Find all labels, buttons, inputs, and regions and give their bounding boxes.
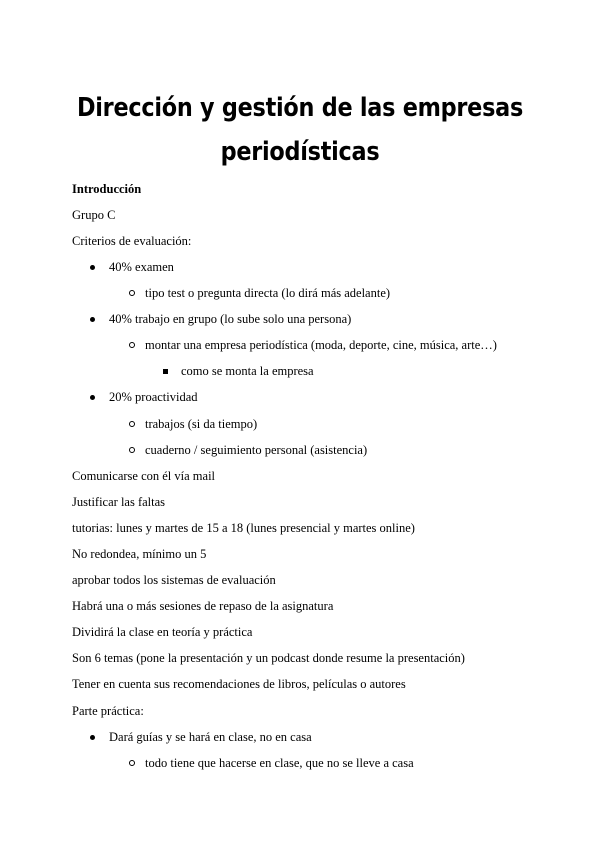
text-line-rounding: No redondea, mínimo un 5 <box>72 547 207 561</box>
list-item-in-class: todo tiene que hacerse en clase, que no se lleve a casa <box>145 756 414 770</box>
bullet-circle-icon <box>129 290 135 296</box>
list-item-exam: 40% examen <box>109 260 174 274</box>
text-line-recommendations: Tener en cuenta sus recomendaciones de libros, películas o autores <box>72 677 406 691</box>
bullet-disc-icon <box>90 735 95 740</box>
bullet-circle-icon <box>129 342 135 348</box>
page-title: Dirección y gestión de las empresas periodísticas <box>76 93 524 167</box>
list-item-test-type: tipo test o pregunta directa (lo dirá más adelante) <box>145 286 391 300</box>
intro-heading: Introducción <box>72 182 142 196</box>
text-line-absences: Justificar las faltas <box>72 495 166 509</box>
bullet-disc-icon <box>90 265 95 270</box>
bullet-circle-icon <box>129 447 135 453</box>
text-line-topics: Son 6 temas (pone la presentación y un podcast donde resume la presentación) <box>72 651 465 665</box>
text-line-contact: Comunicarse con él vía mail <box>72 469 216 483</box>
list-item-how-company: como se monta la empresa <box>181 364 314 378</box>
bullet-square-icon <box>163 369 168 374</box>
text-line-practical-part: Parte práctica: <box>72 704 144 718</box>
list-item-guides: Dará guías y se hará en clase, no en casa <box>109 730 312 744</box>
text-line-split-class: Dividirá la clase en teoría y práctica <box>72 625 253 639</box>
text-line-review-sessions: Habrá una o más sesiones de repaso de la asignatura <box>72 599 334 613</box>
text-line-pass-all: aprobar todos los sistemas de evaluación <box>72 573 276 587</box>
list-item-assignments: trabajos (si da tiempo) <box>145 417 258 431</box>
bullet-circle-icon <box>129 760 135 766</box>
text-line-tutorials: tutorias: lunes y martes de 15 a 18 (lunes presencial y martes online) <box>72 521 415 535</box>
group-line: Grupo C <box>72 208 116 222</box>
bullet-circle-icon <box>129 421 135 427</box>
list-item-proactivity: 20% proactividad <box>109 390 198 404</box>
bullet-disc-icon <box>90 317 95 322</box>
bullet-disc-icon <box>90 395 95 400</box>
criteria-line: Criterios de evaluación: <box>72 234 192 248</box>
list-item-notebook: cuaderno / seguimiento personal (asistencia) <box>145 443 368 457</box>
list-item-build-company: montar una empresa periodística (moda, deporte, cine, música, arte…) <box>145 338 497 352</box>
list-item-group-work: 40% trabajo en grupo (lo sube solo una persona) <box>109 312 352 326</box>
